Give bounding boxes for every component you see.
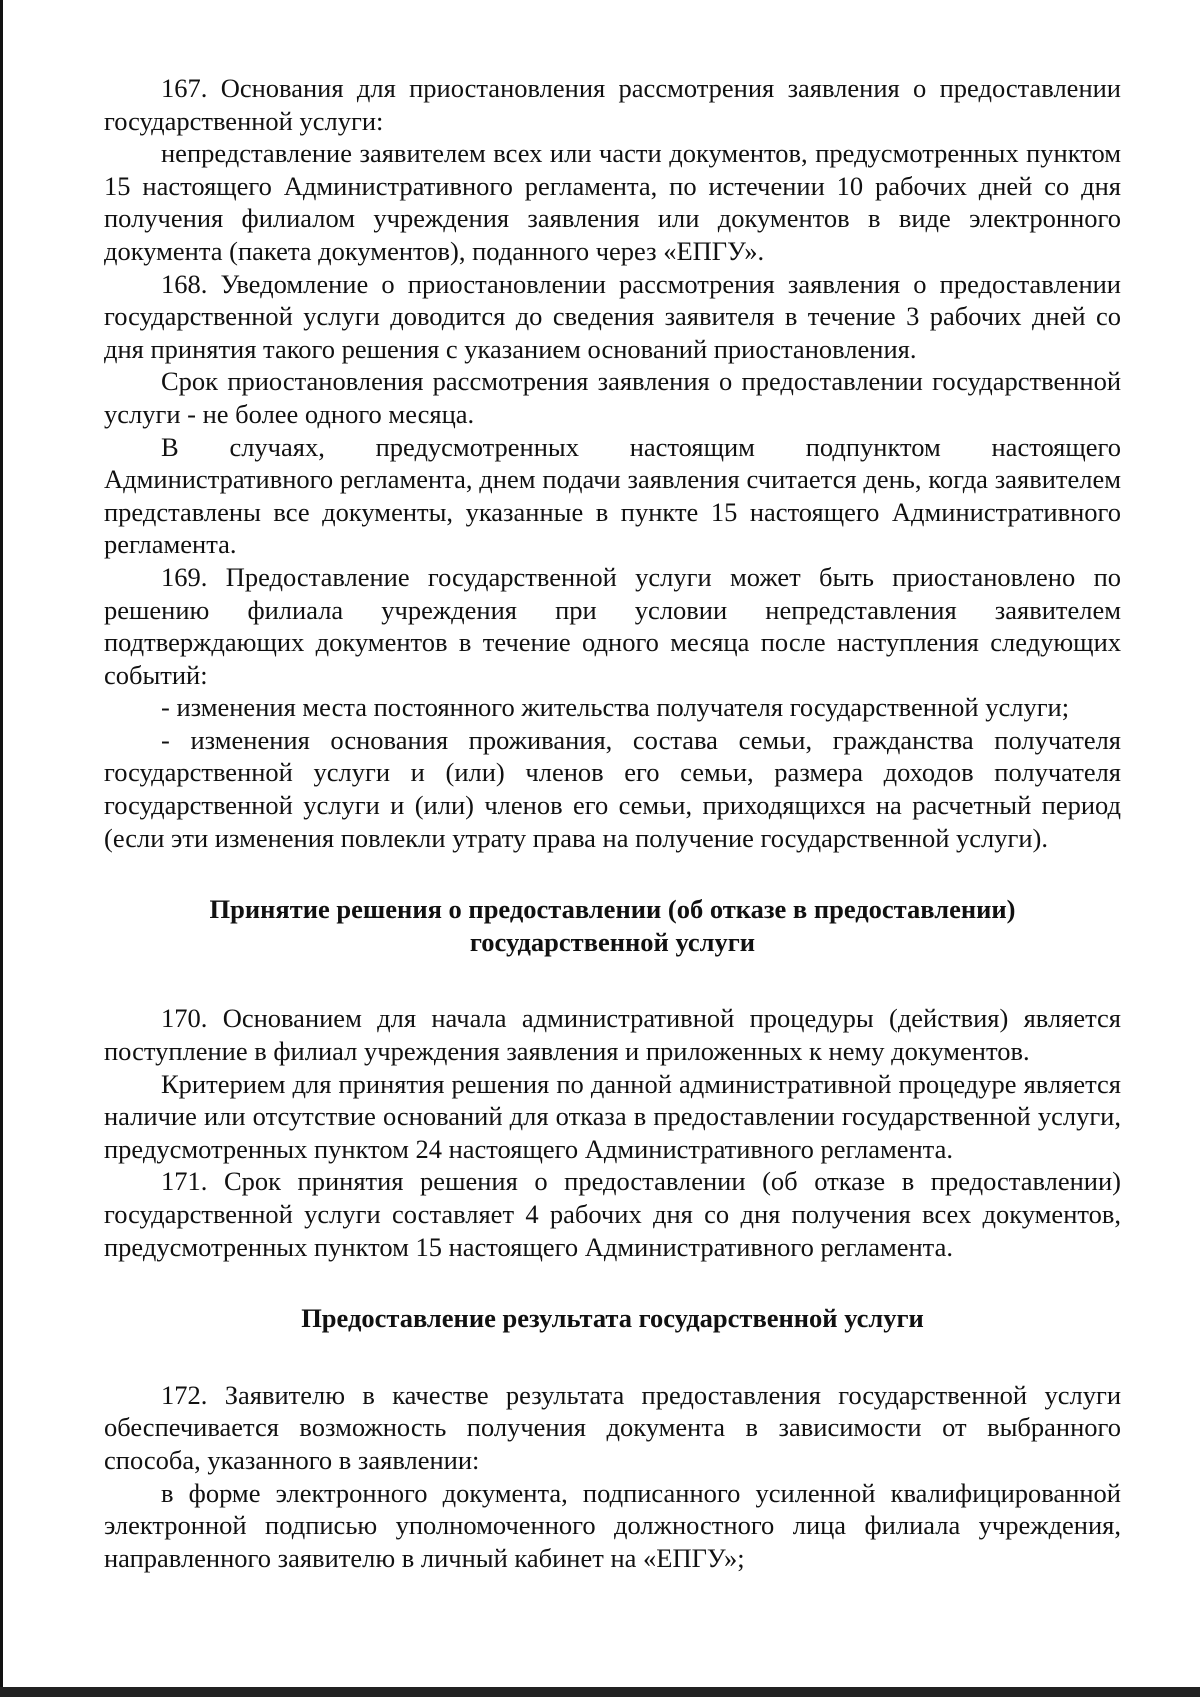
section-heading-decision <box>104 893 1121 958</box>
paragraph-169-item-1: - изменения места постоянного жительства получателя государственной услуги; <box>161 692 1070 723</box>
paragraph-167: 167. Основания для приостановления рассмотрения заявления о предоставлении государственной услуги: <box>104 73 1121 136</box>
paragraph-168-cases: В случаях, предусмотренных настоящим подпунктом настоящего Административного регламента, днем подачи заявления считается день, когда заявителем представлены все документы, указанные в пункте 15 настоящего Административного регламента. <box>104 431 1121 560</box>
paragraph-169-item-2: - изменения основания проживания, состава семьи, гражданства получателя государственной услуги и (или) членов его семьи, размера доходов получателя государственной услуги и (или) членов его семьи, приходящихся на расчетный период (если эти изменения повлекли утрату права на получение государственной услуги). <box>104 724 1121 853</box>
scan-edge-bottom <box>0 1687 1200 1697</box>
paragraph-172: 172. Заявителю в качестве результата предоставления государственной услуги обеспечивается возможность получения документа в зависимости от выбранного способа, указанного в заявлении: <box>104 1379 1121 1475</box>
paragraph-170: 170. Основанием для начала административной процедуры (действия) является поступление в филиал учреждения заявления и приложенных к нему документов. <box>104 1003 1121 1067</box>
section-heading-decision-line2: государственной услуги <box>469 926 756 957</box>
section-heading-decision-line1: Принятие решения о предоставлении (об отказе в предоставлении) <box>209 894 1016 925</box>
paragraph-169: 169. Предоставление государственной услуги может быть приостановлено по решению филиала учреждения при условии непредставления заявителем подтверждающих документов в течение одного месяца после наступления следующих событий: <box>104 561 1121 690</box>
document-page <box>104 72 1121 1574</box>
paragraph-167-item: непредставление заявителем всех или части документов, предусмотренных пунктом 15 настоящего Административного регламента, по истечении 10 рабочих дней со дня получения филиалом учреждения заявления или документов в виде электронного документа (пакета документов), поданного через «ЕПГУ». <box>104 138 1121 266</box>
paragraph-168: 168. Уведомление о приостановлении рассмотрения заявления о предоставлении государственной услуги доводится до сведения заявителя в течение 3 рабочих дней со дня принятия такого решения с указанием оснований приостановления. <box>104 268 1121 364</box>
paragraph-172-item-1: в форме электронного документа, подписанного усиленной квалифицированной электронной подписью уполномоченного должностного лица филиала учреждения, направленного заявителю в личный кабинет на «ЕПГУ»; <box>104 1477 1121 1573</box>
paragraph-168-term: Срок приостановления рассмотрения заявления о предоставлении государственной услуги - не более одного месяца. <box>104 366 1121 429</box>
section-heading-result: Предоставление результата государственной услуги <box>301 1303 924 1334</box>
paragraph-171: 171. Срок принятия решения о предоставлении (об отказе в предоставлении) государственной услуги составляет 4 рабочих дня со дня получения всех документов, предусмотренных пунктом 15 настоящего Административного регламента. <box>104 1166 1121 1262</box>
scan-edge-left <box>0 0 3 1697</box>
paragraph-170-criterion: Критерием для принятия решения по данной административной процедуре является наличие или отсутствие оснований для отказа в предоставлении государственной услуги, предусмотренных пунктом 24 настоящего Административного регламента. <box>104 1068 1121 1164</box>
